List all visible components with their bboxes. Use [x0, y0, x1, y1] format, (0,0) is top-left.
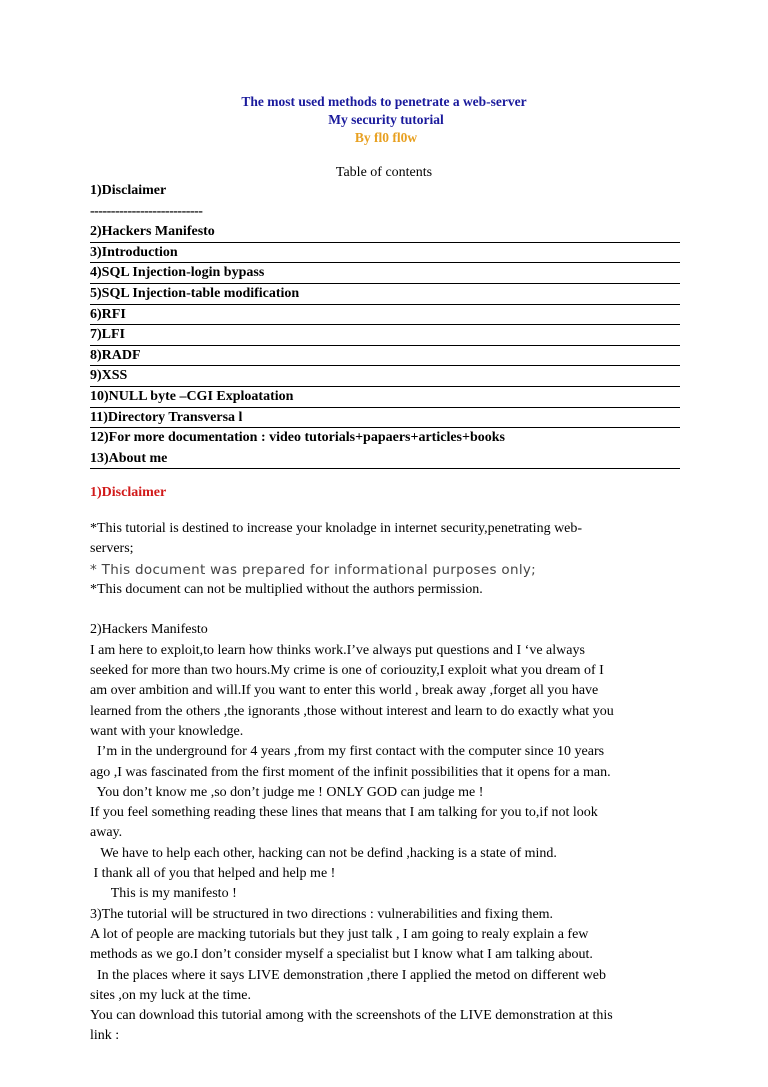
body-line: I’m in the underground for 4 years ,from my first contact with the computer since 10 years — [90, 744, 605, 760]
disclaimer-line: *This document can not be multiplied without the authors permission. — [90, 581, 483, 597]
toc-separator: --------------------------- — [90, 203, 203, 219]
body-line: 2)Hackers Manifesto — [90, 622, 208, 638]
disclaimer-body — [90, 519, 686, 1047]
toc-item: 10)NULL byte –CGI Exploatation — [90, 387, 680, 408]
body-line: If you feel something reading these lines that means that I am talking for you to,if not look — [90, 805, 598, 821]
body-line: methods as we go.I don’t consider myself a specialist but I know what I am talking about. — [90, 947, 593, 963]
toc-item: 5)SQL Injection-table modification — [90, 284, 680, 305]
toc-item: 13)About me — [90, 449, 680, 470]
toc-title: Table of contents — [335, 165, 433, 180]
body-line: We have to help each other, hacking can not be defind ,hacking is a state of mind. — [90, 845, 557, 861]
toc-item: 4)SQL Injection-login bypass — [90, 263, 680, 284]
toc-item: 11)Directory Transversa l — [90, 408, 680, 429]
toc-item: 3)Introduction — [90, 243, 680, 264]
document-subtitle: My security tutorial — [328, 112, 444, 127]
body-line: seeked for more than two hours.My crime is one of coriouzity,I exploit what you dream of I — [90, 663, 604, 679]
body-line: learned from the others ,the ignorants ,those without interest and learn to do exactly what you — [90, 703, 614, 719]
disclaimer-line: servers; — [90, 541, 134, 557]
body-line: In the places where it says LIVE demonstration ,there I applied the metod on different web — [90, 967, 607, 983]
disclaimer-heading: 1)Disclaimer — [90, 485, 167, 500]
body-line: A lot of people are macking tutorials but they just talk , I am going to realy explain a few — [90, 926, 589, 942]
body-line: You don’t know me ,so don’t judge me ! ONLY GOD can judge me ! — [90, 784, 484, 800]
body-line: sites ,on my luck at the time. — [90, 987, 251, 1003]
body-line: ago ,I was fascinated from the first moment of the infinit possibilities that it opens for a man. — [90, 764, 611, 780]
toc-item: 8)RADF — [90, 346, 680, 367]
table-of-contents — [90, 181, 680, 469]
body-line: 3)The tutorial will be structured in two directions : vulnerabilities and fixing them. — [90, 906, 554, 922]
toc-item: 2)Hackers Manifesto — [90, 222, 680, 243]
body-line: This is my manifesto ! — [90, 886, 237, 902]
toc-item: 9)XSS — [90, 366, 680, 387]
body-line: You can download this tutorial among with the screenshots of the LIVE demonstration at this — [90, 1008, 613, 1024]
body-line: link : — [90, 1028, 120, 1044]
document-title: The most used methods to penetrate a web-server — [241, 94, 527, 109]
toc-item: 12)For more documentation : video tutorials+papaers+articles+books — [90, 430, 505, 446]
body-line: I am here to exploit,to learn how thinks work.I’ve always put questions and I ‘ve always — [90, 642, 585, 658]
body-line: I thank all of you that helped and help me ! — [90, 866, 336, 882]
body-line: am over ambition and will.If you want to enter this world , break away ,forget all you have — [90, 683, 599, 699]
toc-item: 6)RFI — [90, 305, 680, 326]
disclaimer-line: *This tutorial is destined to increase your knoladge in internet security,penetrating web- — [90, 521, 583, 536]
document-author: By fl0 fl0w — [354, 130, 418, 145]
toc-item: 1)Disclaimer — [90, 183, 167, 198]
disclaimer-line: * This document was prepared for informational purposes only; — [90, 561, 537, 578]
body-line: away. — [90, 825, 123, 841]
body-line: want with your knowledge. — [90, 723, 244, 739]
toc-item: 7)LFI — [90, 325, 680, 346]
